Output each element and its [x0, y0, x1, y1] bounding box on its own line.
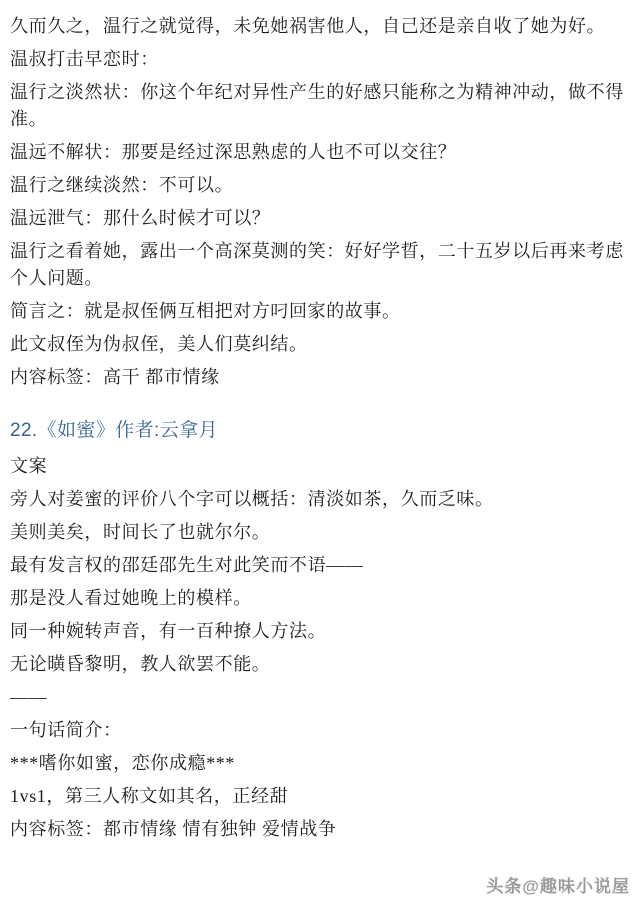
paragraph-line: 温行之淡然状：你这个年纪对异性产生的好感只能称之为精神冲动，做不得准。 — [10, 82, 624, 129]
paragraph-line: 文案 — [10, 456, 48, 476]
separator-dashes: —— — [10, 687, 48, 707]
paragraph-line: 温行之看着她，露出一个高深莫测的笑：好好学晢，二十五岁以后再来考虑个人问题。 — [10, 241, 624, 288]
paragraph-line: 温行之继续淡然：不可以。 — [10, 175, 234, 195]
watermark: 头条@趣味小说屋 — [486, 877, 630, 896]
paragraph-line: 同一种婉转声音，有一百种撩人方法。 — [10, 621, 327, 641]
paragraph-line: 1vs1，第三人称文如其名，正经甜 — [10, 786, 289, 806]
paragraph-line: 最有发言权的邵廷邵先生对此笑而不语—— — [10, 555, 364, 575]
paragraph-line: ***嗜你如蜜，恋你成瘾*** — [10, 753, 235, 773]
paragraph-line: 一句话简介： — [10, 720, 122, 740]
paragraph-line: 此文叔侄为伪叔侄，美人们莫纠结。 — [10, 334, 308, 354]
content-tags-line: 内容标签：都市情缘 情有独钟 爱情战争 — [10, 819, 337, 839]
paragraph-line: 美则美矣，时间长了也就尔尔。 — [10, 522, 271, 542]
paragraph-line: 那是没人看过她晚上的模样。 — [10, 588, 252, 608]
previous-book-blurb-section — [10, 13, 630, 391]
book-22-section — [10, 417, 630, 843]
paragraph-line: 温远泄气：那什么时候才可以？ — [10, 208, 271, 228]
paragraph-line: 无论曂昏黎明，教人欲罢不能。 — [10, 654, 271, 674]
content-tags-line: 内容标签：高干 都市情缘 — [10, 367, 220, 387]
paragraph-line: 温远不解状：那要是经过深思熟虑的人也不可以交往？ — [10, 142, 457, 162]
book-title-heading: 22.《如蜜》作者:云拿月 — [10, 420, 218, 441]
paragraph-line: 旁人对姜蜜的评价八个字可以概括：清淡如茶，久而乏味。 — [10, 489, 494, 509]
paragraph-line: 温叔打击早恋时： — [10, 49, 159, 69]
paragraph-line: 久而久之，温行之就觉得，未免她祸害他人，自己还是亲自收了她为好。 — [10, 16, 606, 36]
paragraph-line: 简言之：就是叔侄俩互相把对方叼回家的故事。 — [10, 301, 401, 321]
